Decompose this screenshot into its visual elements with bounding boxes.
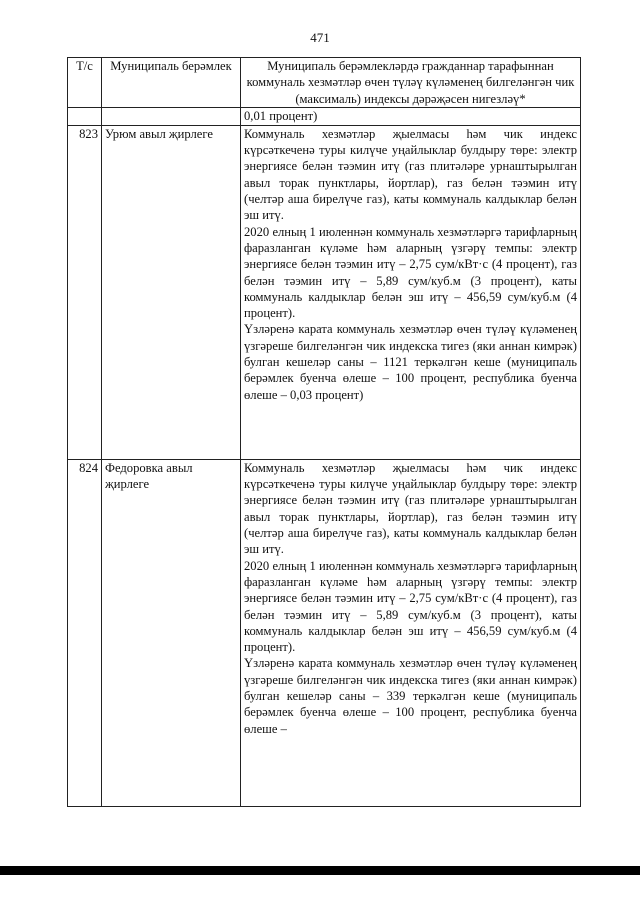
scan-bottom-edge — [0, 866, 640, 875]
continuation-number-cell — [68, 107, 102, 125]
row-number: 823 — [68, 125, 102, 459]
page-number: 471 — [310, 30, 330, 45]
description-paragraph: Коммуналь хезмәтләр җыелмасы һәм чик индекс күрсәткеченә туры килүче уңайлыклар булдыру төре: электр энергиясе белән тәэмин итү (газ плитәләре урнаштырылган авыл торак пунктлары, йортлар), газ белән тәэмин итү (челтәр аша бирелүче газ), каты коммуналь калдыклар белән эш итү. — [244, 126, 577, 223]
header-number: Т/с — [68, 58, 102, 108]
description-paragraph: Үзләренә карата коммуналь хезмәтләр өчен түләү күләменең үзгәреше билгеләнгән чик индекска тигез (яки аннан кимрәк) булган кешеләр саны – 1121 теркәлгән кеше (муниципаль берәмлек буенча өлеше – 100 процент, республика буенча өлеше – 0,03 процент) — [244, 322, 577, 402]
header-description: Муниципаль берәмлекләрдә гражданнар тарафыннан коммуналь хезмәтләр өчен түләү күләменең билгеләнгән чик (максималь) индексы дәрәҗәсен нигезләү* — [241, 58, 581, 108]
row-municipality: Урюм авыл җирлеге — [102, 125, 241, 459]
row-description — [241, 125, 581, 459]
table-row — [68, 459, 581, 806]
description-paragraph: Үзләренә карата коммуналь хезмәтләр өчен түләү күләменең үзгәреше билгеләнгән чик индекска тигез (яки аннан кимрәк) булган кешеләр саны – 339 теркәлгән кеше (муниципаль берәмлек буенча өлеше – 100 процент, республика буенча өлеше – — [244, 656, 577, 736]
description-paragraph: Коммуналь хезмәтләр җыелмасы һәм чик индекс күрсәткеченә туры килүче уңайлыклар булдыру төре: электр энергиясе белән тәэмин итү (газ плитәләре урнаштырылган авыл торак пунктлары, йортлар), газ белән тәэмин итү (челтәр аша бирелүче газ), каты коммуналь калдыклар белән эш итү. — [244, 460, 577, 557]
table-row — [68, 125, 581, 459]
header-municipality: Муниципаль берәмлек — [102, 58, 241, 108]
description-paragraph: 2020 елның 1 июленнән коммуналь хезмәтләргә тарифларның фаразланган күләме һәм аларның үзгәрү темпы: электр энергиясе белән тәэмин итү – 2,75 сум/кВт·с (4 процент), газ белән тәэмин итү – 5,89 сум/куб.м (3 процент), каты коммуналь калдыклар белән эш итү – 456,59 сум/куб.м (4 процент). — [244, 558, 577, 655]
description-paragraph: 2020 елның 1 июленнән коммуналь хезмәтләргә тарифларның фаразланган күләме һәм аларның үзгәрү темпы: электр энергиясе белән тәэмин итү – 2,75 сум/кВт·с (4 процент), газ белән тәэмин итү – 5,89 сум/куб.м (3 процент), каты коммуналь калдыклар белән эш итү – 456,59 сум/куб.м (4 процент). — [244, 224, 577, 321]
continuation-municipality-cell — [102, 107, 241, 125]
row-description — [241, 459, 581, 806]
indexes-table — [67, 57, 581, 807]
row-municipality: Федоровка авыл җирлеге — [102, 459, 241, 806]
continuation-row — [68, 107, 581, 125]
continuation-text: 0,01 процент) — [241, 107, 581, 125]
table-header-row — [68, 58, 581, 108]
row-number: 824 — [68, 459, 102, 806]
